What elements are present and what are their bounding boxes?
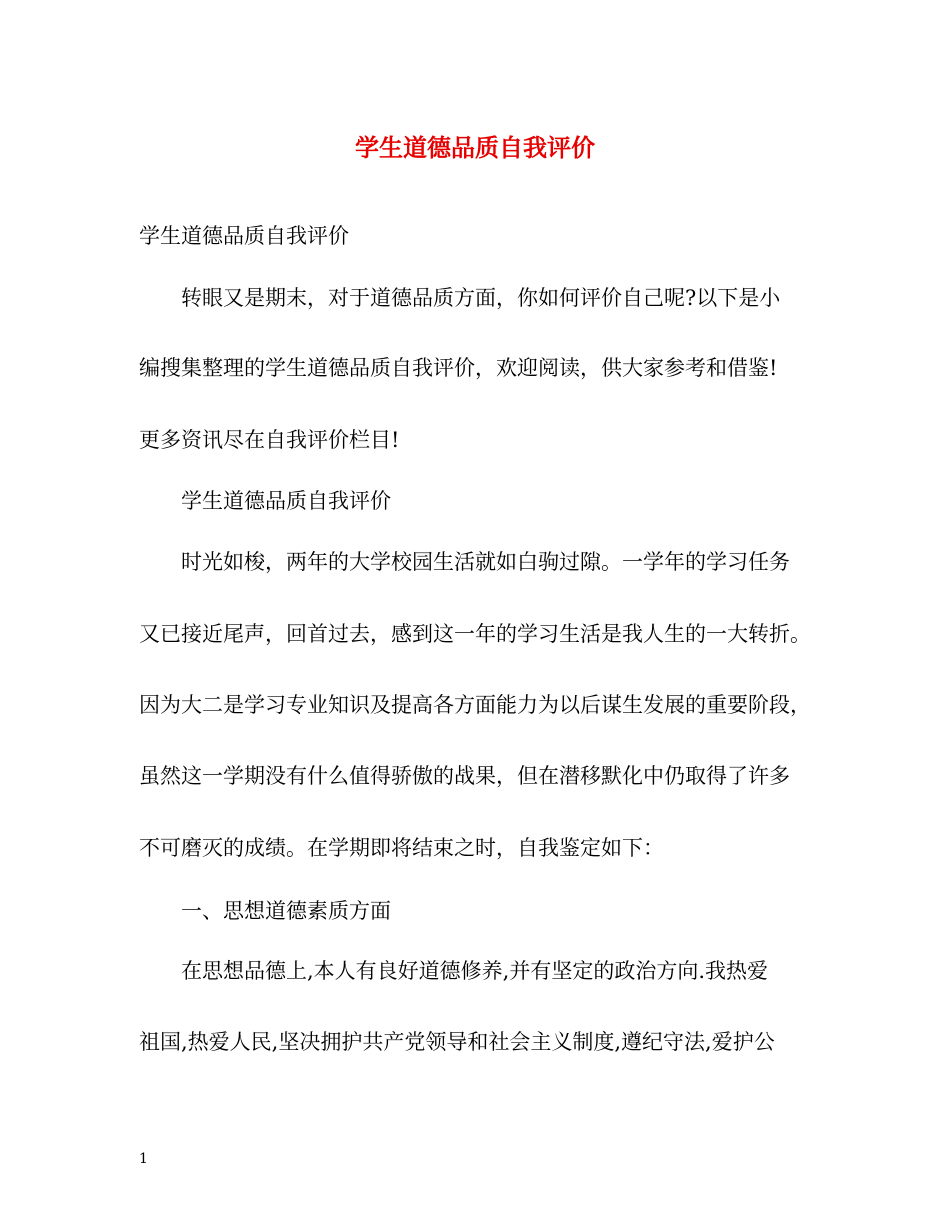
text-line-11: 一、思想道德素质方面 <box>181 899 391 923</box>
text-line-2: 转眼又是期末，对于道德品质方面，你如何评价自己呢?以下是小 <box>181 286 781 310</box>
text-line-10: 不可磨灭的成绩。在学期即将结束之时，自我鉴定如下： <box>139 836 664 860</box>
document-title: 学生道德品质自我评价 <box>355 133 595 162</box>
text-line-9: 虽然这一学期没有什么值得骄傲的战果，但在潜移默化中仍取得了许多 <box>139 764 790 788</box>
text-line-5: 学生道德品质自我评价 <box>181 489 391 513</box>
text-line-12: 在思想品德上,本人有良好道德修养,并有坚定的政治方向.我热爱 <box>181 959 769 983</box>
text-line-6: 时光如梭，两年的大学校园生活就如白驹过隙。一学年的学习任务 <box>181 550 790 574</box>
page-number: 1 <box>139 1151 148 1167</box>
text-line-4: 更多资讯尽在自我评价栏目! <box>139 428 400 452</box>
text-line-7: 又已接近尾声，回首过去，感到这一年的学习生活是我人生的一大转折。 <box>139 622 811 646</box>
text-line-8: 因为大二是学习专业知识及提高各方面能力为以后谋生发展的重要阶段， <box>139 693 811 717</box>
text-line-13: 祖国,热爱人民,坚决拥护共产党领导和社会主义制度,遵纪守法,爱护公 <box>139 1030 775 1054</box>
text-line-3: 编搜集整理的学生道德品质自我评价，欢迎阅读，供大家参考和借鉴! <box>139 356 778 380</box>
text-line-1: 学生道德品质自我评价 <box>139 224 349 248</box>
